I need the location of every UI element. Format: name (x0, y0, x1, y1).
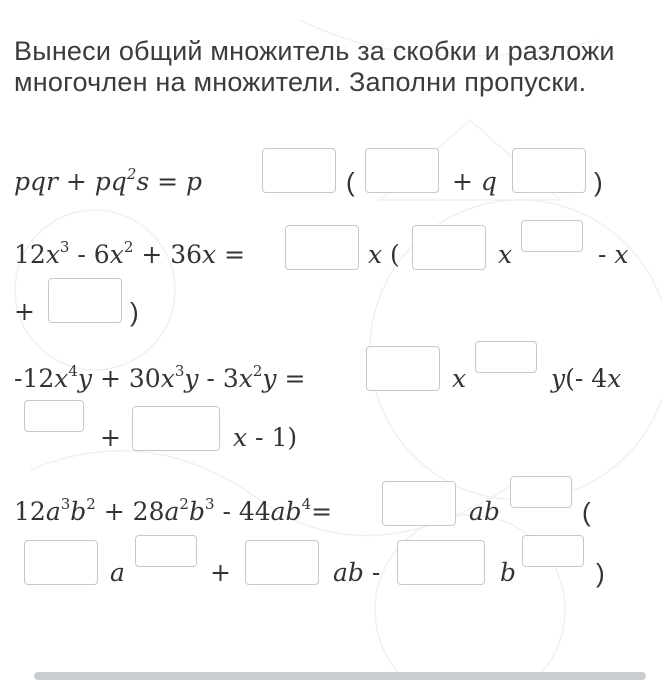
eq3-blank-exponent-2[interactable] (24, 400, 84, 432)
eq4-b: b (500, 558, 517, 587)
eq1-blank-2[interactable] (365, 148, 439, 193)
eq4-open-paren: ( (582, 497, 591, 527)
eq3-x-minus-1: x - 1) (233, 423, 298, 452)
eq1-lhs: pqr + $pq^2s = p$ (14, 165, 203, 196)
eq4-lhs: $12a^3b^2 + 28a^2b^3 - 44ab^4=$ (14, 495, 333, 526)
eq4-blank-4[interactable] (397, 540, 485, 585)
eq1-plus-q: + q (452, 167, 497, 196)
eq3-lhs: $-12x^4y + 30x^3y - 3x^2y$ = (14, 362, 306, 393)
eq3-y-paren: y(- 4x (551, 364, 622, 393)
eq1-blank-3[interactable] (512, 148, 586, 193)
eq3-blank-2[interactable] (132, 406, 220, 451)
task-instruction: Вынеси общий множитель за скобки и разложи многочлен на множители. Заполни пропуски. (14, 36, 615, 97)
eq4-plus: + (210, 558, 231, 587)
eq4-ab: ab (469, 497, 500, 526)
eq4-blank-3[interactable] (245, 540, 319, 585)
eq2-blank-1[interactable] (285, 225, 359, 270)
bottom-scrollbar[interactable] (34, 672, 646, 680)
eq4-blank-exponent-2[interactable] (135, 535, 197, 567)
eq2-plus: + (14, 297, 35, 326)
eq4-a: a (110, 558, 125, 587)
eq1-close-paren: ) (594, 167, 603, 197)
eq2-lhs: $12x^3 - 6x^2 + 36x$ = (14, 238, 246, 269)
eq4-close-paren: ) (596, 558, 605, 588)
eq2-blank-3[interactable] (48, 278, 122, 323)
eq3-blank-exponent[interactable] (475, 341, 537, 373)
eq2-x-paren: x ( (368, 240, 400, 269)
eq4-blank-exponent-1[interactable] (510, 476, 572, 508)
eq2-close-paren: ) (130, 297, 139, 327)
eq4-blank-2[interactable] (24, 540, 98, 585)
eq1-blank-1[interactable] (262, 148, 336, 193)
eq4-blank-exponent-3[interactable] (522, 535, 584, 567)
eq2-blank-exponent[interactable] (521, 220, 583, 252)
eq2-blank-2[interactable] (412, 225, 486, 270)
eq2-minus-x: - x (598, 240, 629, 269)
eq1-open-paren: ( (346, 167, 355, 197)
eq3-blank-1[interactable] (366, 346, 440, 391)
eq4-blank-1[interactable] (382, 481, 456, 526)
eq3-plus: + (100, 423, 121, 452)
eq2-x: x (498, 240, 513, 269)
eq3-x: x (452, 364, 467, 393)
eq4-ab-minus: ab - (333, 558, 381, 587)
